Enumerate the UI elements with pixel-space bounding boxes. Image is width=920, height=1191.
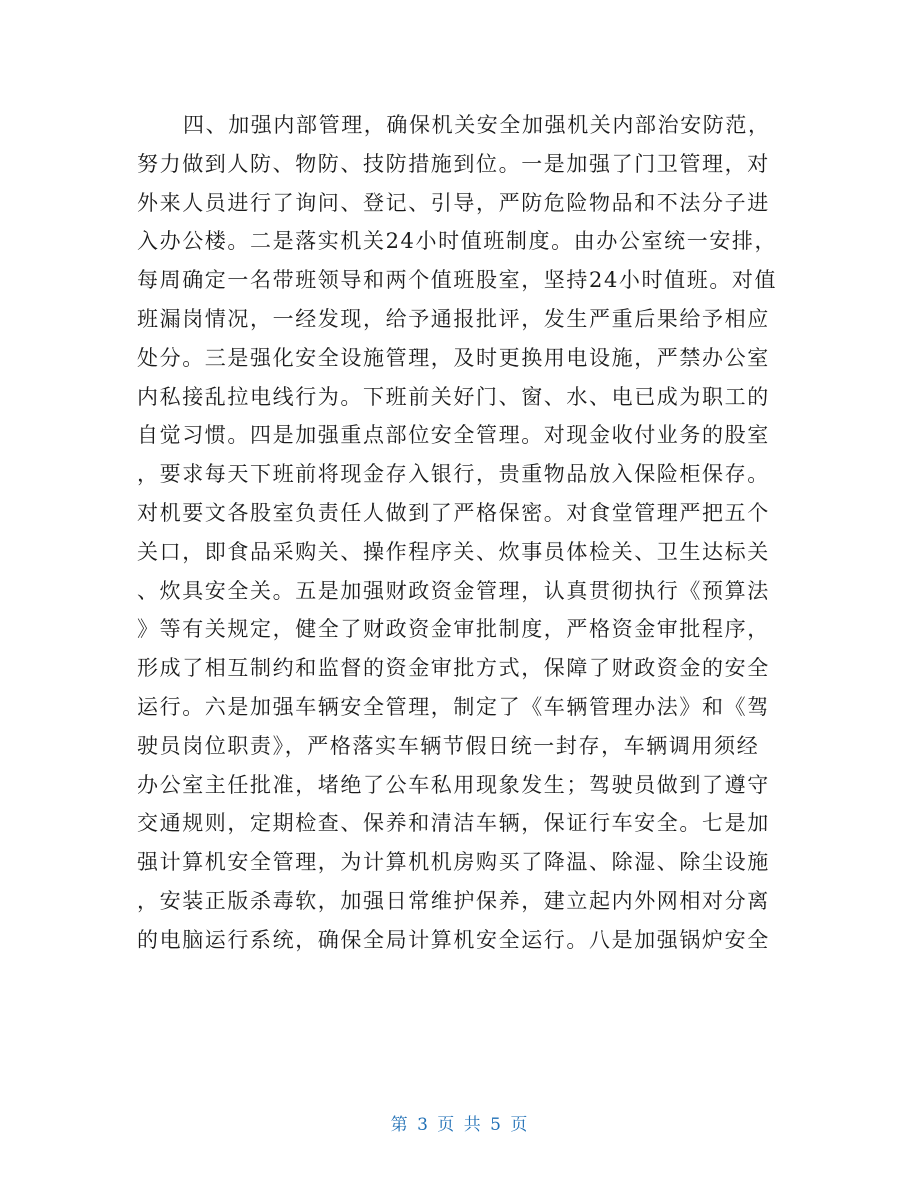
text-line: 对机要文各股室负责任人做到了严格保密。对食堂管理严把五个: [137, 500, 770, 525]
text-line: 处分。三是强化安全设施管理，及时更换用电设施，严禁办公室: [137, 345, 770, 370]
text-line: 驶员岗位职责》，严格落实车辆节假日统一封存，车辆调用须经: [137, 733, 760, 758]
text-line: 》等有关规定，健全了财政资金审批制度，严格资金审批程序，: [137, 617, 770, 642]
text-line: 自觉习惯。四是加强重点部位安全管理。对现金收付业务的股室: [137, 423, 770, 448]
text-line: 运行。六是加强车辆安全管理，制定了《车辆管理办法》和《驾: [137, 694, 770, 719]
text-line: 每周确定一名带班领导和两个值班股室，坚持24小时值班。对值: [137, 268, 778, 293]
text-line: 形成了相互制约和监督的资金审批方式，保障了财政资金的安全: [137, 656, 770, 681]
text-line: 强计算机安全管理，为计算机机房购买了降温、除湿、除尘设施: [137, 850, 770, 875]
text-line: 班漏岗情况，一经发现，给予通报批评，发生严重后果给予相应: [137, 306, 770, 331]
text-line: 入办公楼。二是落实机关24小时值班制度。由办公室统一安排，: [137, 229, 778, 254]
body-paragraph: [137, 106, 777, 960]
text-line: 的电脑运行系统，确保全局计算机安全运行。八是加强锅炉安全: [137, 927, 770, 952]
text-line: 关口，即食品采购关、操作程序关、炊事员体检关、卫生达标关: [137, 539, 770, 564]
text-line: ，安装正版杀毒软，加强日常维护保养，建立起内外网相对分离: [137, 888, 770, 913]
text-line: 交通规则，定期检查、保养和清洁车辆，保证行车安全。七是加: [137, 811, 770, 836]
text-line: 努力做到人防、物防、技防措施到位。一是加强了门卫管理，对: [137, 151, 770, 176]
text-line: ，要求每天下班前将现金存入银行，贵重物品放入保险柜保存。: [137, 462, 770, 487]
text-line: 内私接乱拉电线行为。下班前关好门、窗、水、电已成为职工的: [137, 384, 770, 409]
text-line: 、炊具安全关。五是加强财政资金管理，认真贯彻执行《预算法: [137, 578, 770, 603]
page-number-footer: 第 3 页 共 5 页: [390, 1115, 530, 1135]
text-line: 外来人员进行了询问、登记、引导，严防危险物品和不法分子进: [137, 190, 770, 215]
text-line: 四、加强内部管理，确保机关安全加强机关内部治安防范，: [183, 113, 771, 137]
text-line: 办公室主任批准，堵绝了公车私用现象发生；驾驶员做到了遵守: [137, 772, 770, 797]
